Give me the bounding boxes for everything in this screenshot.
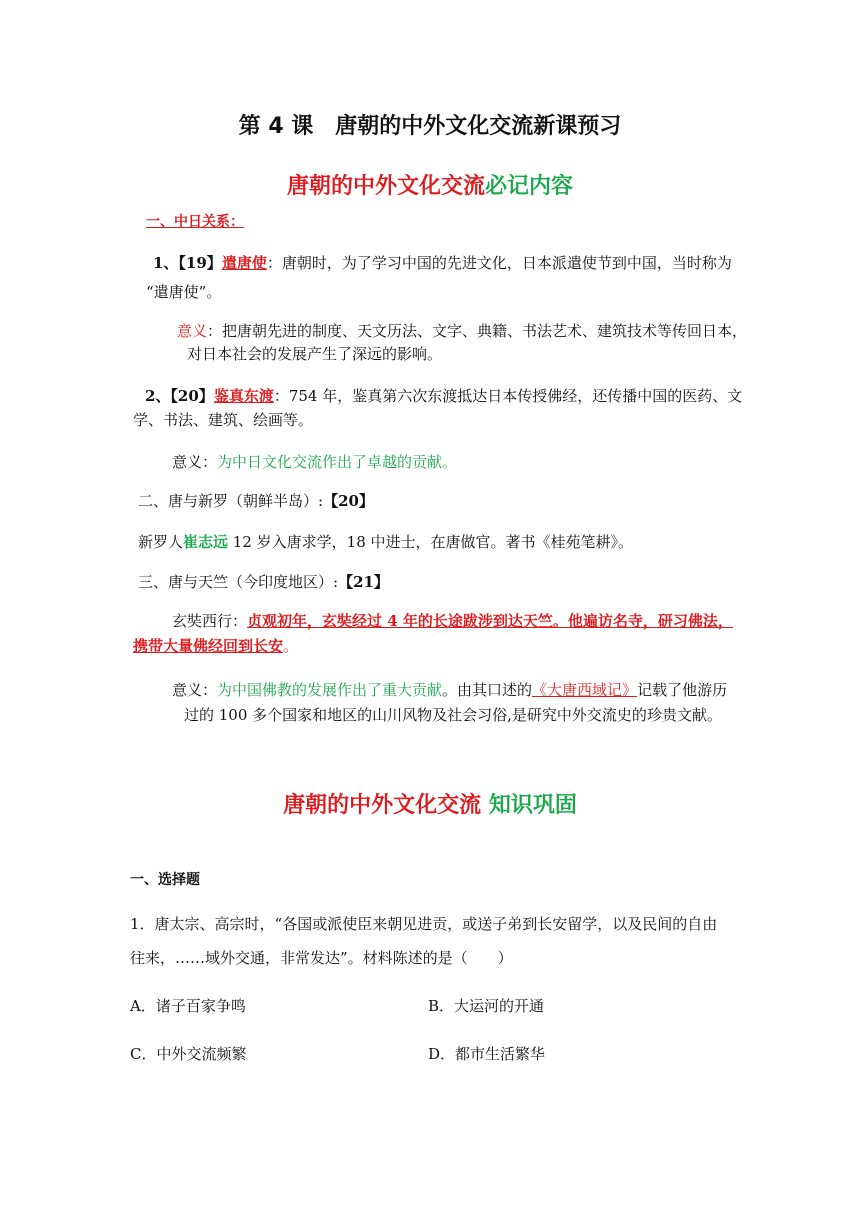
meaning-envoys-line-1 bbox=[177, 321, 747, 341]
xuanzang-line-1 bbox=[172, 611, 733, 631]
item-jianzhen-line-2: 学、书法、建筑、绘画等。 bbox=[133, 411, 314, 429]
silla-student-line bbox=[138, 532, 633, 552]
subheading-tag: 【20】 bbox=[323, 492, 374, 510]
option-b[interactable]: B．大运河的开通 bbox=[428, 997, 545, 1015]
xuanzang-label: 玄奘西行： bbox=[172, 612, 248, 630]
heading-red-part: 唐朝的中外文化交流 bbox=[286, 174, 485, 199]
subheading-tag: 【21】 bbox=[338, 573, 389, 591]
heading-red-part: 唐朝的中外文化交流 bbox=[283, 793, 482, 818]
item-jianzhen-line-1 bbox=[145, 386, 742, 406]
item-text: ：唐朝时，为了学习中国的先进文化，日本派遣使节到中国，当时称为 bbox=[266, 254, 732, 272]
question-1-stem-line-1: 1．唐太宗、高宗时，“各国或派使臣来朝见进贡，或送子弟到长安留学，以及民间的自由 bbox=[130, 915, 718, 933]
silla-pre: 新罗人 bbox=[138, 533, 184, 551]
item-number: 1、【19】 bbox=[153, 254, 222, 272]
silla-text: 12 岁入唐求学，18 中进士，在唐做官。著书《桂苑笔耕》。 bbox=[228, 533, 634, 551]
subheading-china-japan: 一、中日关系： bbox=[146, 214, 244, 230]
term-jianzhen: 鉴真东渡 bbox=[213, 387, 274, 405]
subheading-tang-india bbox=[138, 572, 389, 592]
subheading-text: 二、唐与新罗（朝鲜半岛）: bbox=[138, 492, 324, 510]
xuanzang-end: 。 bbox=[283, 637, 299, 655]
meaning-label: 意义： bbox=[172, 681, 218, 699]
silla-name: 崔志远 bbox=[183, 533, 229, 551]
section-heading-consolidation bbox=[0, 791, 860, 821]
document-title: 第 4 课 唐朝的中外文化交流新课预习 bbox=[238, 114, 622, 139]
meaning-text: ：把唐朝先进的制度、天文历法、文字、典籍、书法艺术、建筑技术等传回日本， bbox=[207, 322, 748, 340]
term-envoys: 遣唐使 bbox=[221, 254, 267, 272]
section-heading-must-remember bbox=[0, 172, 860, 202]
meaning-xuanzang-line-2: 过的 100 多个国家和地区的山川风物及社会习俗,是研究中外交流史的珍贵文献。 bbox=[184, 706, 722, 724]
meaning-xuanzang-line-1 bbox=[172, 680, 727, 700]
item-envoys-line-1 bbox=[153, 253, 732, 273]
meaning-envoys-line-2: 对日本社会的发展产生了深远的影响。 bbox=[187, 345, 443, 363]
subheading-tang-silla bbox=[138, 491, 374, 511]
meaning-end: 记载了他游历 bbox=[637, 681, 728, 699]
meaning-mid: 。由其口述的 bbox=[442, 681, 533, 699]
book-title: 《大唐西域记》 bbox=[532, 681, 638, 699]
meaning-label: 意义 bbox=[177, 322, 208, 340]
xuanzang-line-2 bbox=[133, 636, 298, 656]
heading-green-part: 必记内容 bbox=[485, 174, 574, 199]
meaning-jianzhen bbox=[172, 452, 457, 472]
option-a[interactable]: A．诸子百家争鸣 bbox=[130, 997, 246, 1015]
meaning-label: 意义： bbox=[172, 453, 218, 471]
xuanzang-text: 携带大量佛经回到长安 bbox=[133, 637, 284, 655]
item-text: ：754 年，鉴真第六次东渡抵达日本传授佛经，还传播中国的医药、文 bbox=[273, 387, 743, 405]
question-1-stem-line-2: 往来，……域外交通，非常发达”。材料陈述的是（ ） bbox=[130, 949, 513, 967]
option-c[interactable]: C．中外交流频繁 bbox=[130, 1045, 247, 1063]
item-envoys-line-2: “遣唐使”。 bbox=[146, 283, 222, 301]
subheading-text: 三、唐与天竺（今印度地区）: bbox=[138, 573, 339, 591]
meaning-green: 为中国佛教的发展作出了重大贡献 bbox=[217, 681, 443, 699]
meaning-text: 为中日文化交流作出了卓越的贡献。 bbox=[217, 453, 458, 471]
subheading-multiple-choice: 一、选择题 bbox=[130, 872, 200, 888]
item-number: 2、【20】 bbox=[145, 387, 214, 405]
xuanzang-text: 贞观初年，玄奘经过 4 年的长途跋涉到达天竺。他遍访名寺，研习佛法， bbox=[247, 612, 733, 630]
option-d[interactable]: D．都市生活繁华 bbox=[428, 1045, 546, 1063]
heading-green-part: 知识巩固 bbox=[488, 793, 577, 818]
